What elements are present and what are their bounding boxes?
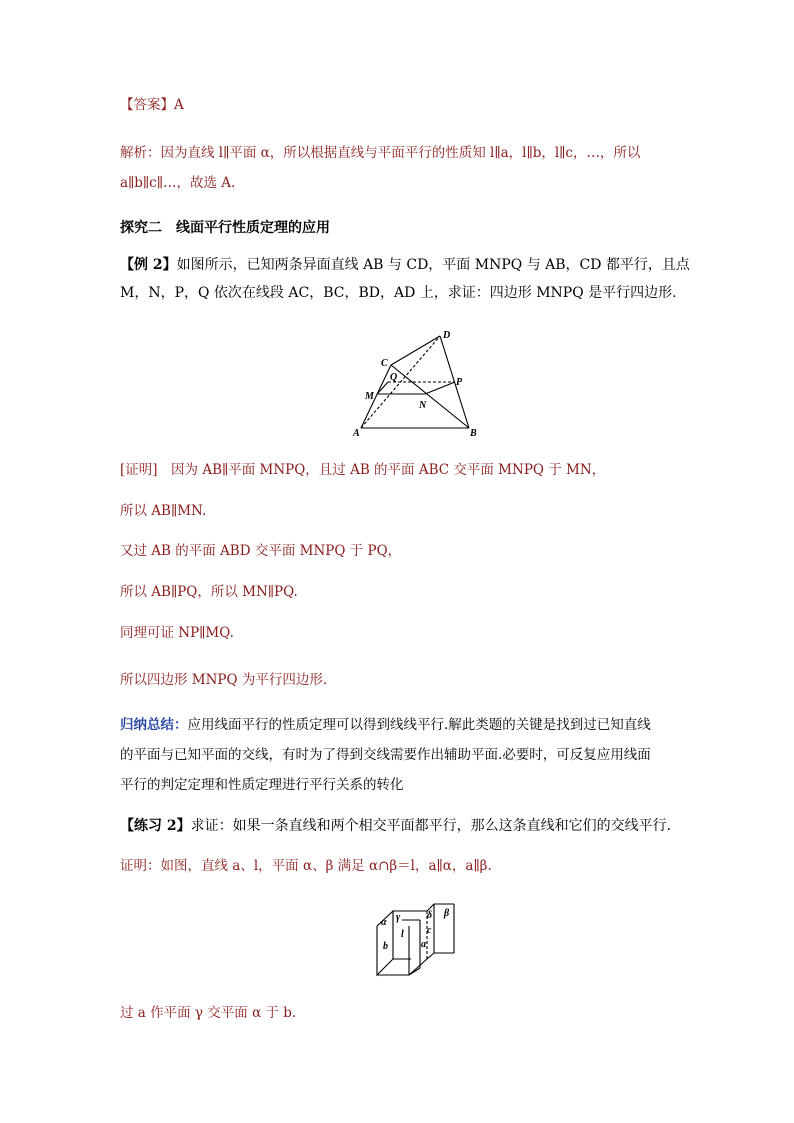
summary-line-2: 的平面与已知平面的交线，有时为了得到交线需要作出辅助平面.必要时，可反复应用线面 xyxy=(120,747,651,763)
line-a-label: a xyxy=(421,939,426,950)
proof-line-1: [证明] 因为 AB∥平面 MNPQ，且过 AB 的平面 ABC 交平面 MNPQ 于 MN， xyxy=(120,462,606,478)
vertex-label-A: A xyxy=(353,428,360,438)
example2-line-2: M，N，P，Q 依次在线段 AC，BC，BD，AD 上，求证：四边形 MNPQ 是平行四边形. xyxy=(120,285,677,301)
point-label-Q: Q xyxy=(390,372,398,383)
analysis-line-1: 解析：因为直线 l∥平面 α，所以根据直线与平面平行的性质知 l∥a，l∥b，l∥c，…，所以 xyxy=(120,145,641,161)
example2-text-1: 如图所示，已知两条异面直线 AB 与 CD，平面 MNPQ 与 AB，CD 都平行，且点 xyxy=(176,257,690,273)
point-label-P: P xyxy=(456,377,463,388)
plane-gamma-label: γ xyxy=(396,912,401,923)
example2-label: 【例 2】 xyxy=(120,257,177,273)
answer-bracket: 【答案】 xyxy=(120,97,174,113)
tetrahedron-figure xyxy=(350,326,490,438)
proof-line-2: 所以 AB∥MN. xyxy=(120,503,207,519)
vertex-label-D: D xyxy=(443,330,451,341)
line-l-label: l xyxy=(401,929,404,940)
proof-line-4: 所以 AB∥PQ，所以 MN∥PQ. xyxy=(120,584,298,600)
section-title: 探究二 线面平行性质定理的应用 xyxy=(120,220,330,236)
proof-line-6: 所以四边形 MNPQ 为平行四边形. xyxy=(120,672,328,688)
proof-line-3: 又过 AB 的平面 ABD 交平面 MNPQ 于 PQ， xyxy=(120,543,402,559)
proof-line-5: 同理可证 NP∥MQ. xyxy=(120,625,234,641)
answer-line xyxy=(120,96,184,114)
analysis-line-2: a∥b∥c∥…，故选 A. xyxy=(120,175,236,191)
exercise2-label: 【练习 2】 xyxy=(120,818,191,834)
line-b-label: b xyxy=(383,941,388,952)
line-c-label: c xyxy=(427,925,432,936)
answer-value: A xyxy=(174,97,184,113)
point-label-M: M xyxy=(365,391,374,402)
vertex-label-C: C xyxy=(381,358,388,369)
point-label-N: N xyxy=(419,400,427,411)
summary-line-1 xyxy=(120,716,651,734)
plane-beta-label: β xyxy=(444,908,450,919)
plane-delta-label: δ xyxy=(427,910,433,921)
exercise-proof-last-line: 过 a 作平面 γ 交平面 α 于 b. xyxy=(120,1005,297,1021)
example2-line-1 xyxy=(120,256,690,274)
exercise2-text: 求证：如果一条直线和两个相交平面都平行，那么这条直线和它们的交线平行． xyxy=(190,818,681,834)
vertex-label-B: B xyxy=(470,428,477,438)
summary-line-3: 平行的判定定理和性质定理进行平行关系的转化 xyxy=(120,777,404,793)
exercise2-line xyxy=(120,817,681,835)
exercise-proof-line-1: 证明：如图，直线 a、l，平面 α、β 满足 α∩β＝l，a∥α，a∥β. xyxy=(120,858,492,874)
summary-label: 归纳总结： xyxy=(120,717,188,733)
plane-alpha-label: α xyxy=(381,917,387,928)
summary-text-1: 应用线面平行的性质定理可以得到线线平行.解此类题的关键是找到过已知直线 xyxy=(187,717,651,733)
planes-figure xyxy=(374,898,458,978)
